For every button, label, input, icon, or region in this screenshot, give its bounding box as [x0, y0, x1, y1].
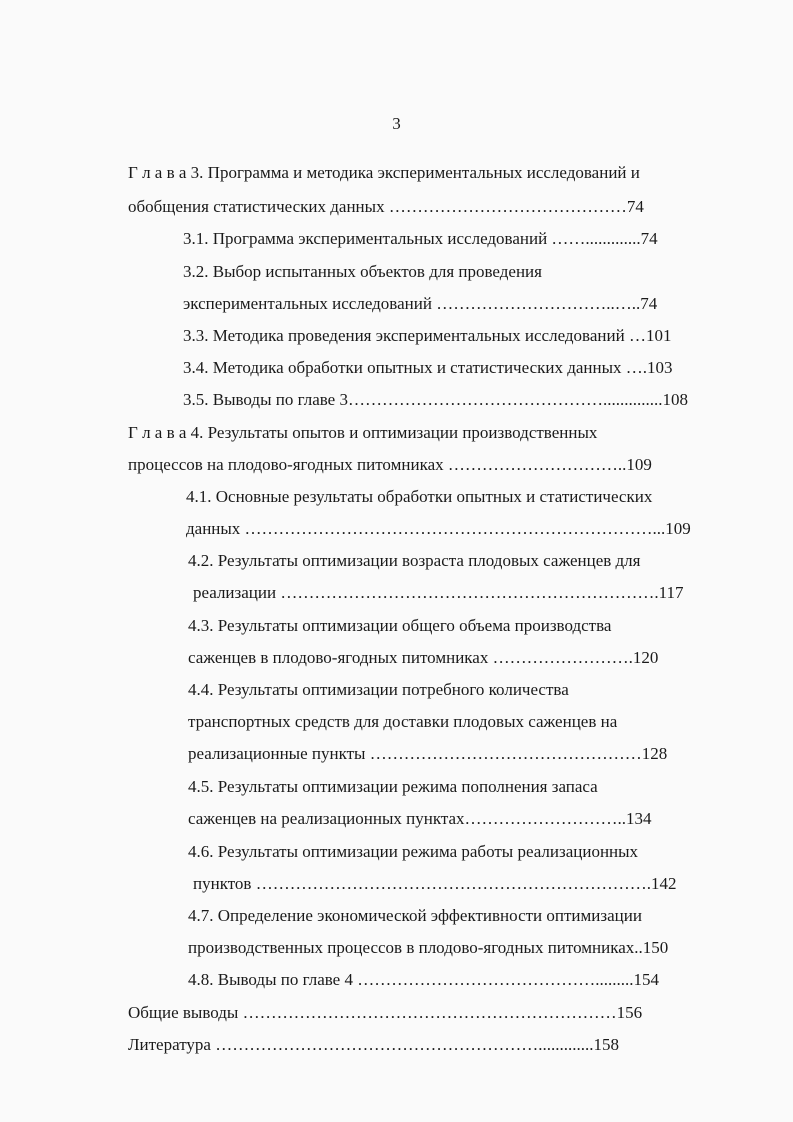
toc-general-conclusions: Общие выводы …………………………………………………………156 [128, 1003, 643, 1022]
toc-section-3-3: 3.3. Методика проведения экспериментальных исследований …101 [183, 326, 672, 345]
toc-chapter-3-title-line-2: обобщения статистических данных ……………………………………74 [128, 197, 644, 216]
toc-section-4-2-line-1: 4.2. Результаты оптимизации возраста плодовых саженцев для [188, 551, 641, 570]
toc-section-3-1: 3.1. Программа экспериментальных исследований …….............74 [183, 229, 658, 248]
toc-section-4-5-line-1: 4.5. Результаты оптимизации режима пополнения запаса [188, 777, 598, 796]
toc-section-3-2-line-2: экспериментальных исследований …………………………..…..74 [183, 294, 658, 313]
toc-section-3-5: 3.5. Выводы по главе 3………………………………………..............108 [183, 390, 688, 409]
toc-section-4-1-line-2: данных ………………………………………………………………...109 [186, 519, 691, 538]
toc-section-4-3-line-1: 4.3. Результаты оптимизации общего объема производства [188, 616, 612, 635]
toc-chapter-4-title-line-2: процессов на плодово-ягодных питомниках …………………………..109 [128, 455, 652, 474]
toc-section-4-4-line-1: 4.4. Результаты оптимизации потребного количества [188, 680, 569, 699]
toc-section-4-3-line-2: саженцев в плодово-ягодных питомниках …………………….120 [188, 648, 659, 667]
toc-section-4-7-line-1: 4.7. Определение экономической эффективности оптимизации [188, 906, 642, 925]
toc-chapter-3-title-line-1: Г л а в а 3. Программа и методика экспериментальных исследований и [128, 163, 640, 182]
toc-section-4-4-line-3: реализационные пункты …………………………………………128 [188, 744, 668, 763]
toc-section-3-4: 3.4. Методика обработки опытных и статистических данных ….103 [183, 358, 673, 377]
toc-section-4-8: 4.8. Выводы по главе 4 …………………………………….........154 [188, 970, 659, 989]
toc-section-4-2-line-2: реализации ………………………………………………………….117 [193, 583, 684, 602]
toc-section-4-5-line-2: саженцев на реализационных пунктах………………………..134 [188, 809, 652, 828]
toc-section-4-6-line-1: 4.6. Результаты оптимизации режима работы реализационных [188, 842, 639, 861]
toc-section-4-6-line-2: пунктов …………………………………………………………….142 [193, 874, 677, 893]
toc-section-4-7-line-2: производственных процессов в плодово-ягодных питомниках..150 [188, 938, 669, 957]
toc-section-4-1-line-1: 4.1. Основные результаты обработки опытных и статистических [186, 487, 653, 506]
toc-section-3-2-line-1: 3.2. Выбор испытанных объектов для проведения [183, 262, 542, 281]
toc-literature: Литература ………………………………………………….............158 [128, 1035, 619, 1054]
page-number: 3 [392, 114, 401, 133]
toc-chapter-4-title-line-1: Г л а в а 4. Результаты опытов и оптимизации производственных [128, 423, 598, 442]
toc-section-4-4-line-2: транспортных средств для доставки плодовых саженцев на [188, 712, 618, 731]
